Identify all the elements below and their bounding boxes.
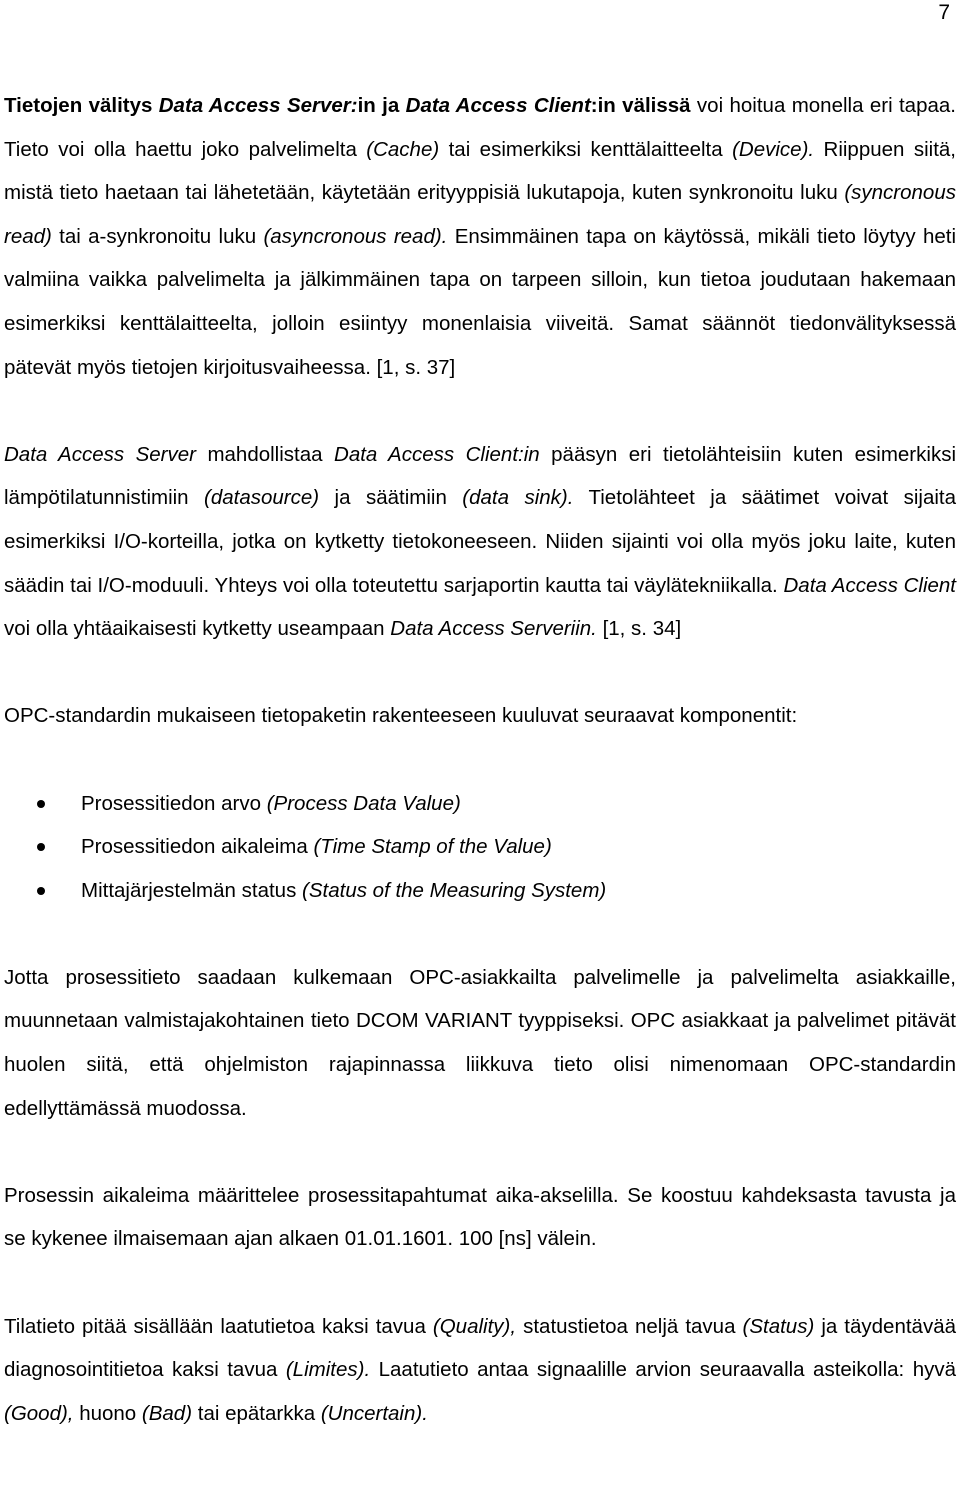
bold-italic-term: Data Access Server: bbox=[158, 94, 358, 117]
text: Tietolähteet ja säätimet voivat sijaita esimerkiksi I/O-korteilla, jotka on kytketty tietokoneeseen. Niiden sijainti voi olla myös joku laite, kuten säädin tai I/O-moduuli. Yhteys voi olla toteutettu sarjaportin kautta tai väylätekniikalla. bbox=[4, 486, 956, 597]
paragraph-data-transfer bbox=[4, 84, 956, 389]
text: Ensimmäinen tapa on käytössä, mikäli tieto löytyy heti valmiina vaikka palvelimelta ja jälkimmäinen tapa on tarpeen silloin, kun tietoa joudutaan hakemaan esimerkiksi kenttälaitteelta, jolloin esiintyy monenlaisia viiveitä. Samat säännöt tiedonvälityksessä pätevät myös tietojen kirjoitusvaiheessa. [1, s. 37] bbox=[4, 224, 956, 379]
term-cache: (Cache) bbox=[366, 137, 440, 161]
text: Tilatieto pitää sisällään laatutietoa kaksi tavua bbox=[4, 1314, 433, 1338]
term-datasink: (data sink). bbox=[462, 486, 574, 510]
term-bad: (Bad) bbox=[141, 1401, 193, 1425]
bold-italic-term: Data Access Client bbox=[405, 94, 591, 117]
term-das: Data Access Server bbox=[4, 442, 196, 466]
list-item-term: (Time Stamp of the Value) bbox=[313, 835, 552, 859]
bold-phrase: Tietojen välitys bbox=[4, 94, 159, 117]
text: Riippuen siitä, mistä tieto haetaan tai lähetetään, käytetään erityyppisiä lukutapoja, kuten synkronoitu luku bbox=[4, 137, 956, 205]
text: mahdollistaa bbox=[195, 442, 335, 466]
text: Laatutieto antaa signaalille arvion seuraavalla asteikolla: hyvä bbox=[370, 1358, 956, 1382]
list-item bbox=[4, 782, 956, 826]
bullet-icon bbox=[37, 887, 45, 895]
paragraph-status-info bbox=[4, 1305, 956, 1436]
text: voi olla yhtäaikaisesti kytketty useampaan bbox=[4, 617, 391, 641]
paragraph-opc-variant: Jotta prosessitieto saadaan kulkemaan OPC-asiakkailta palvelimelle ja palvelimelta asiakkaille, muunnetaan valmistajakohtainen tieto DCOM VARIANT tyyppiseksi. OPC asiakkaat ja palvelimet pitävät huolen siitä, että ohjelmiston rajapinnassa liikkuva tieto olisi nimenomaan OPC-standardin edellyttämässä muodossa. bbox=[4, 965, 956, 1120]
bold-phrase: :in välissä bbox=[590, 94, 691, 117]
list-item bbox=[4, 869, 956, 913]
term-limites: (Limites). bbox=[285, 1358, 371, 1382]
list-item bbox=[4, 825, 956, 869]
term-das: Data Access Serveriin. bbox=[390, 617, 597, 641]
term-dac: Data Access Client:in bbox=[334, 442, 540, 466]
text: statustietoa neljä tavua bbox=[516, 1314, 743, 1338]
term-sync-read: (syncronous read) bbox=[4, 181, 956, 248]
component-list bbox=[4, 782, 956, 913]
list-item-term: (Process Data Value) bbox=[266, 791, 461, 815]
term-status: (Status) bbox=[742, 1314, 815, 1338]
document-body bbox=[4, 84, 956, 1435]
text: tai a-synkronoitu luku bbox=[51, 224, 264, 248]
text: huono bbox=[73, 1401, 142, 1425]
text: tai esimerkiksi kenttälaitteelta bbox=[439, 137, 733, 161]
term-quality: (Quality), bbox=[432, 1314, 517, 1338]
term-datasource: (datasource) bbox=[204, 486, 320, 510]
term-dac: Data Access Client bbox=[783, 573, 956, 597]
text: voi hoitua monella eri tapaa. Tieto voi olla haettu joko palvelimelta bbox=[4, 94, 956, 161]
term-uncertain: (Uncertain). bbox=[320, 1401, 428, 1425]
text: ja täydentävää diagnosointitietoa kaksi tavua bbox=[4, 1314, 957, 1382]
list-item-label: Prosessitiedon arvo bbox=[81, 791, 267, 815]
text: ja säätimiin bbox=[319, 486, 463, 510]
paragraph-opc-components-intro: OPC-standardin mukaiseen tietopaketin rakenteeseen kuuluvat seuraavat komponentit: bbox=[4, 704, 798, 728]
list-item-label: Prosessitiedon aikaleima bbox=[81, 835, 314, 859]
term-async-read: (asyncronous read). bbox=[263, 224, 448, 248]
bullet-icon bbox=[37, 843, 45, 851]
text: pääsyn eri tietolähteisiin kuten esimerkiksi lämpötilatunnistimiin bbox=[4, 442, 956, 510]
list-item-label: Mittajärjestelmän status bbox=[81, 878, 303, 902]
paragraph-time-stamp: Prosessin aikaleima määrittelee prosessitapahtumat aika-akselilla. Se koostuu kahdeksasta tavusta ja se kykenee ilmaisemaan ajan alkaen 01.01.1601. 100 [ns] välein. bbox=[4, 1183, 956, 1251]
text: [1, s. 34] bbox=[596, 617, 682, 641]
paragraph-data-access-server bbox=[4, 433, 956, 651]
text: tai epätarkka bbox=[192, 1401, 321, 1425]
term-good: (Good), bbox=[4, 1401, 74, 1425]
bullet-icon bbox=[37, 800, 45, 808]
bold-phrase: in ja bbox=[357, 94, 406, 117]
list-item-term: (Status of the Measuring System) bbox=[302, 878, 607, 902]
term-device: (Device). bbox=[732, 137, 815, 161]
page-number: 7 bbox=[938, 1, 950, 24]
